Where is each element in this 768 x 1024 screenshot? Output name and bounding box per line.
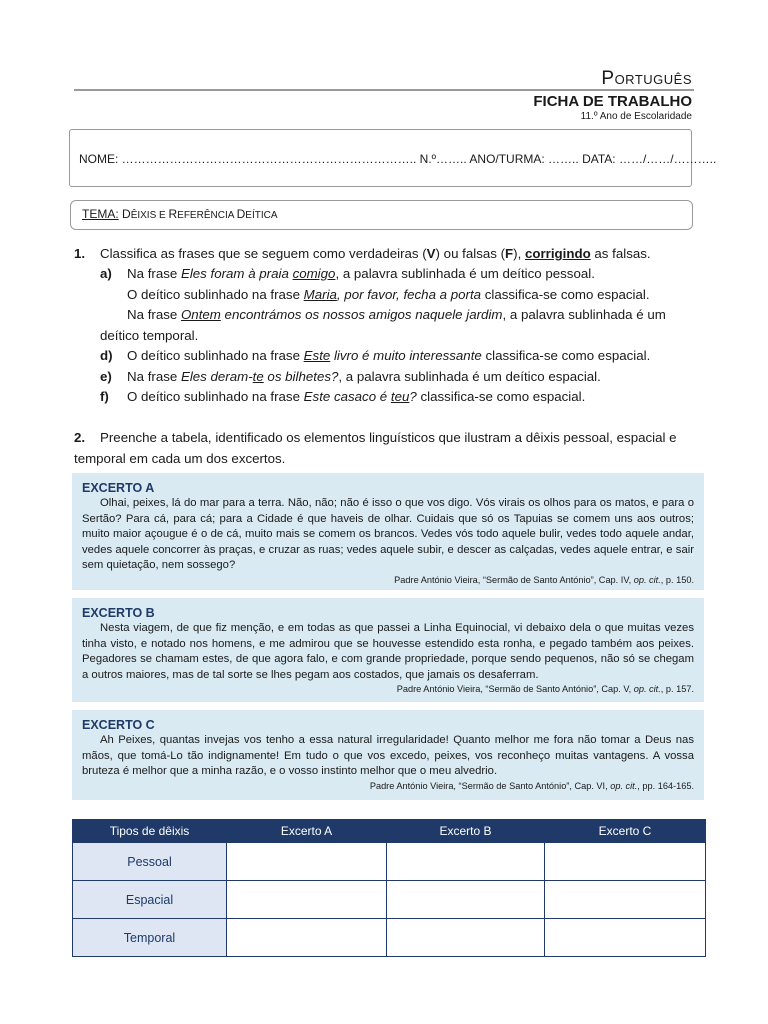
answer-cell[interactable] [545,881,706,919]
student-info-line: NOME: ……………………………………………………………….. N.º…….. ANO/TURMA: …….. DATA: ……/……/……….. [79,152,717,166]
question-1-item-d: d) O deítico sublinhado na frase Este livro é muito interessante classifica-se como espacial. [100,348,651,363]
header-divider [74,89,694,91]
row-label-espacial: Espacial [73,881,227,919]
table-header-row [73,820,706,843]
question-1-item-e: e) Na frase Eles deram-te os bilhetes?, a palavra sublinhada é um deítico espacial. [100,369,601,384]
tema-line: TEMA: DÊIXIS E REFERÊNCIA DEÍTICA [82,207,278,221]
header-excerto-a: Excerto A [227,820,387,843]
grade-label: 11.º Ano de Escolaridade [580,111,692,122]
excerpt-c [72,710,704,800]
header-excerto-b: Excerto B [387,820,545,843]
excerpt-source: Padre António Vieira, “Sermão de Santo António”, Cap. VI, op. cit., pp. 164-165. [369,780,694,791]
excerpt-b [72,598,704,702]
tema-label: TEMA: [82,207,119,221]
header-tipos: Tipos de dêixis [73,820,227,843]
excerpt-title: EXCERTO A [82,481,155,495]
question-1-item-f: f) O deítico sublinhado na frase Este casaco é teu? classifica-se como espacial. [100,389,586,404]
question-1-item-c: Na frase Ontem encontrámos os nossos amigos naquele jardim, a palavra sublinhada é um [127,307,666,322]
header-excerto-c: Excerto C [545,820,706,843]
excerpt-title: EXCERTO B [82,606,155,620]
answer-cell[interactable] [227,843,387,881]
answer-cell[interactable] [227,919,387,957]
question-1-item-c-cont: deítico temporal. [100,328,199,343]
excerpt-text: Olhai, peixes, lá do mar para a terra. Não, não; não é isso o que vos digo. Vós virais os olhos para os matos, e para o Sertão? Para cá, para cá; para a Cidade é que haveis de olhar. Cuidais que só os Tapuias se comem uns aos outros; muito maior açougue é o de cá, muito mais se comem os brancos. Vedes vós todo aquele bulir, vedes todo aquele andar, vedes aquele concorrer às praças, e cruzar as ruas; vedes aquele subir, e descer as calçadas, vedes aquele entrar, e sair sem quietação, nem sossego? [82,497,694,571]
excerpt-a [72,473,704,590]
excerpt-title: EXCERTO C [82,718,155,732]
question-1-item-a: a) Na frase Eles foram à praia comigo, a palavra sublinhada é um deítico pessoal. [100,266,595,281]
excerpt-text: Nesta viagem, de que fiz menção, e em todas as que passei a Linha Equinocial, vi debaixo dela o que muitas vezes tinha visto, e notado nos homens, e me admirou que se houvesse estendido esta ronha, e pegado também aos peixes. Pegadores se chamam estes, de que agora falo, e com grande propriedade, porque sendo pequenos, não só se chegam a outros maiores, mas de tal sorte se lhes pegam aos costados, que jamais os desaferram. [82,622,694,681]
excerpt-source: Padre António Vieira, “Sermão de Santo António”, Cap. V, op. cit., p. 157. [396,684,694,694]
table-row [73,881,706,919]
table-row [73,919,706,957]
answer-cell[interactable] [545,843,706,881]
subject-title: PORTUGUÊS [601,68,692,89]
question-2: 2. Preenche a tabela, identificado os elementos linguísticos que ilustram a dêixis pessoal, espacial e temporal em cada um dos excertos. [74,430,677,466]
answer-cell[interactable] [545,919,706,957]
table-row [73,843,706,881]
row-label-pessoal: Pessoal [73,843,227,881]
excerpt-text: Ah Peixes, quantas invejas vos tenho a essa natural irregularidade! Quanto melhor me fora não tomar a Deus nas mãos, que tomá-Lo tão indignamente! Em tudo o que vos excedo, peixes, vos reconheço muitas vantagens. A vossa bruteza é melhor que a minha razão, e o vosso instinto melhor que o meu alvedrio. [82,734,694,777]
question-1-intro: 1. Classifica as frases que se seguem como verdadeiras (V) ou falsas (F), corrigindo as falsas. [74,246,651,261]
answer-cell[interactable] [387,843,545,881]
question-1-item-b: O deítico sublinhado na frase Maria, por favor, fecha a porta classifica-se como espacial. [127,287,650,302]
answer-cell[interactable] [227,881,387,919]
deixis-table [72,819,706,957]
excerpt-source: Padre António Vieira, “Sermão de Santo António”, Cap. IV, op. cit., p. 150. [394,574,694,585]
answer-cell[interactable] [387,919,545,957]
worksheet-title: FICHA DE TRABALHO [533,93,692,110]
question-1 [74,244,696,404]
answer-cell[interactable] [387,881,545,919]
row-label-temporal: Temporal [73,919,227,957]
